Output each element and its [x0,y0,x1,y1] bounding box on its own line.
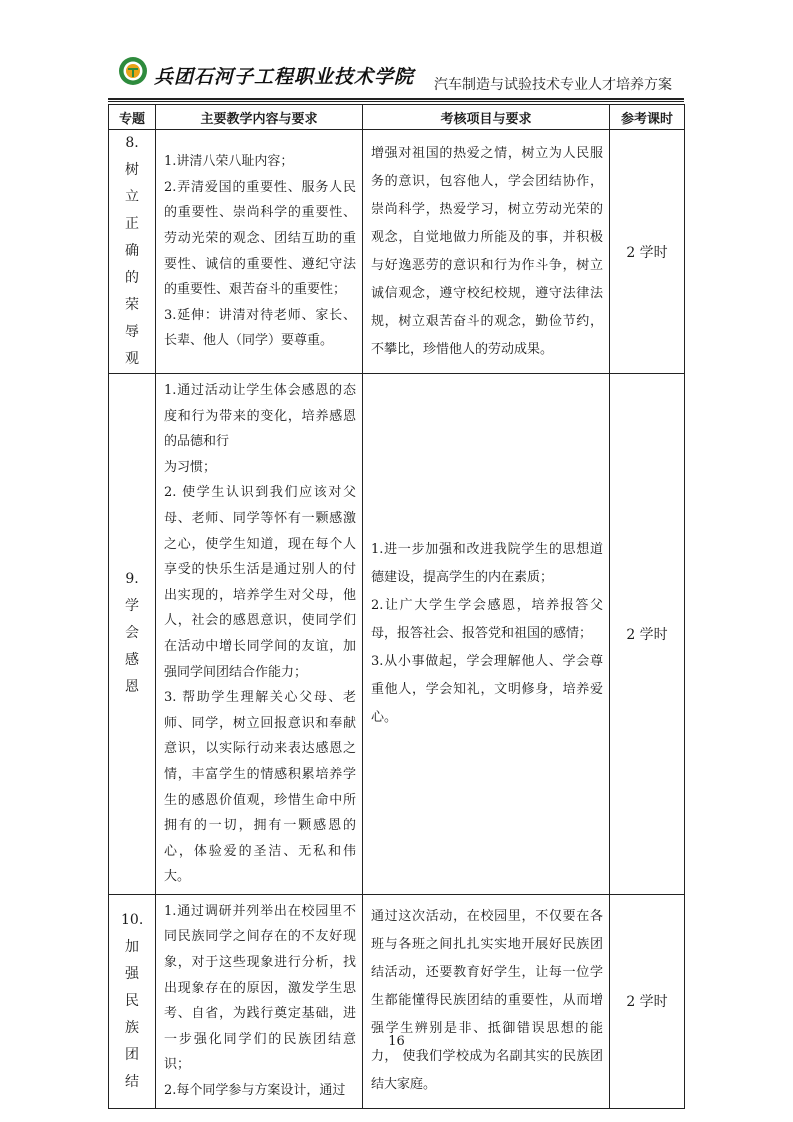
hours-cell: 2 学时 [610,894,685,1108]
content-cell [156,894,363,1108]
table-row [109,374,685,895]
assessment-cell [363,130,610,374]
school-logo-icon [118,56,148,86]
curriculum-table [108,104,685,1109]
hours-cell: 2 学时 [610,374,685,895]
assessment-item: 通过这次活动，在校园里，不仅要在各班与各班之间扎扎实实地开展好民族团结活动，还要教育好学生，让每一位学生都能懂得民族团结的重要性，从而增强学生辨别是非、抵御错误思想的能力， 使我们学校成为名副其实的民族团结大家庭。 [371,909,603,1093]
content-item: 1.通过调研并列举出在校园里不同民族同学之间存在的不友好现象，对于这些现象进行分析，找出现象存在的原因，激发学生思考、自省，为践行奠定基础，进一步强化同学们的民族团结意识； [164,903,356,1073]
header-hours: 参考课时 [610,105,685,130]
table-header-row [109,105,685,130]
assessment-item: 1.进一步加强和改进我院学生的思想道德建设，提高学生的内在素质； [371,541,603,585]
topic-cell: 9. 学会感恩 [109,374,156,895]
content-item: 1.通过活动让学生体会感恩的态度和行为带来的变化，培养感恩的品德和行 [164,383,356,450]
content-cell [156,130,363,374]
hours-cell: 2 学时 [610,130,685,374]
assessment-cell [363,894,610,1108]
content-item: 2.弄清爱国的重要性、服务人民的重要性、崇尚科学的重要性、劳动光荣的观念、团结互助的重要性、诚信的重要性、遵纪守法的重要性、艰苦奋斗的重要性； [164,179,356,298]
content-item: 2. 使学生认识到我们应该对父母、老师、同学等怀有一颗感激之心，使学生知道，现在每个人享受的快乐生活是通过别人的付出实现的，培养学生对父母，他人，社会的感恩意识，使同学们在活动中增长同学间的友谊，加强同学间团结合作能力； [164,485,356,680]
assessment-item: 3.从小事做起，学会理解他人、学会尊重他人，学会知礼，文明修身，培养爱心。 [371,653,603,725]
table-row [109,894,685,1108]
header-assessment: 考核项目与要求 [363,105,610,130]
topic-cell: 10. 加强民族团结 [109,894,156,1108]
school-name: 兵团石河子工程职业技术学院 [154,66,415,88]
header-content: 主要教学内容与要求 [156,105,363,130]
header-topic: 专题 [109,105,156,130]
topic-cell: 8. 树立正确的荣辱观 [109,130,156,374]
content-item: 1.讲清八荣八耻内容； [164,154,294,170]
assessment-item: 2.让广大学生学会感恩，培养报答父母，报答社会、报答党和祖国的感情； [371,597,603,641]
header-divider-thin [108,101,684,102]
page-header [108,52,678,98]
assessment-cell [363,374,610,895]
header-divider [108,98,684,100]
content-item: 2.每个同学参与方案设计，通过 [164,1083,346,1099]
page-number: 16 [388,1034,405,1049]
content-cell [156,374,363,895]
content-item: 3. 帮助学生理解关心父母、老师、同学，树立回报意识和奉献意识，以实际行动来表达感恩之情，丰富学生的情感积累培养学生的感恩价值观，珍惜生命中所拥有的一切，拥有一颗感恩的心，体验爱的圣洁、无私和伟大。 [164,690,356,885]
document-title: 汽车制造与试验技术专业人才培养方案 [434,77,672,93]
table-row [109,130,685,374]
content-item: 3.延伸：讲清对待老师、家长、长辈、他人（同学）要尊重。 [164,307,356,349]
content-item: 为习惯； [164,459,217,475]
assessment-item: 增强对祖国的热爱之情，树立为人民服务的意识，包容他人，学会团结协作，崇尚科学，热爱学习，树立劳动光荣的观念，自觉地做力所能及的事，并积极与好逸恶劳的意识和行为作斗争，树立诚信观念，遵守校纪校规，遵守法律法规，树立艰苦奋斗的观念，勤俭节约，不攀比，珍惜他人的劳动成果。 [371,145,603,357]
